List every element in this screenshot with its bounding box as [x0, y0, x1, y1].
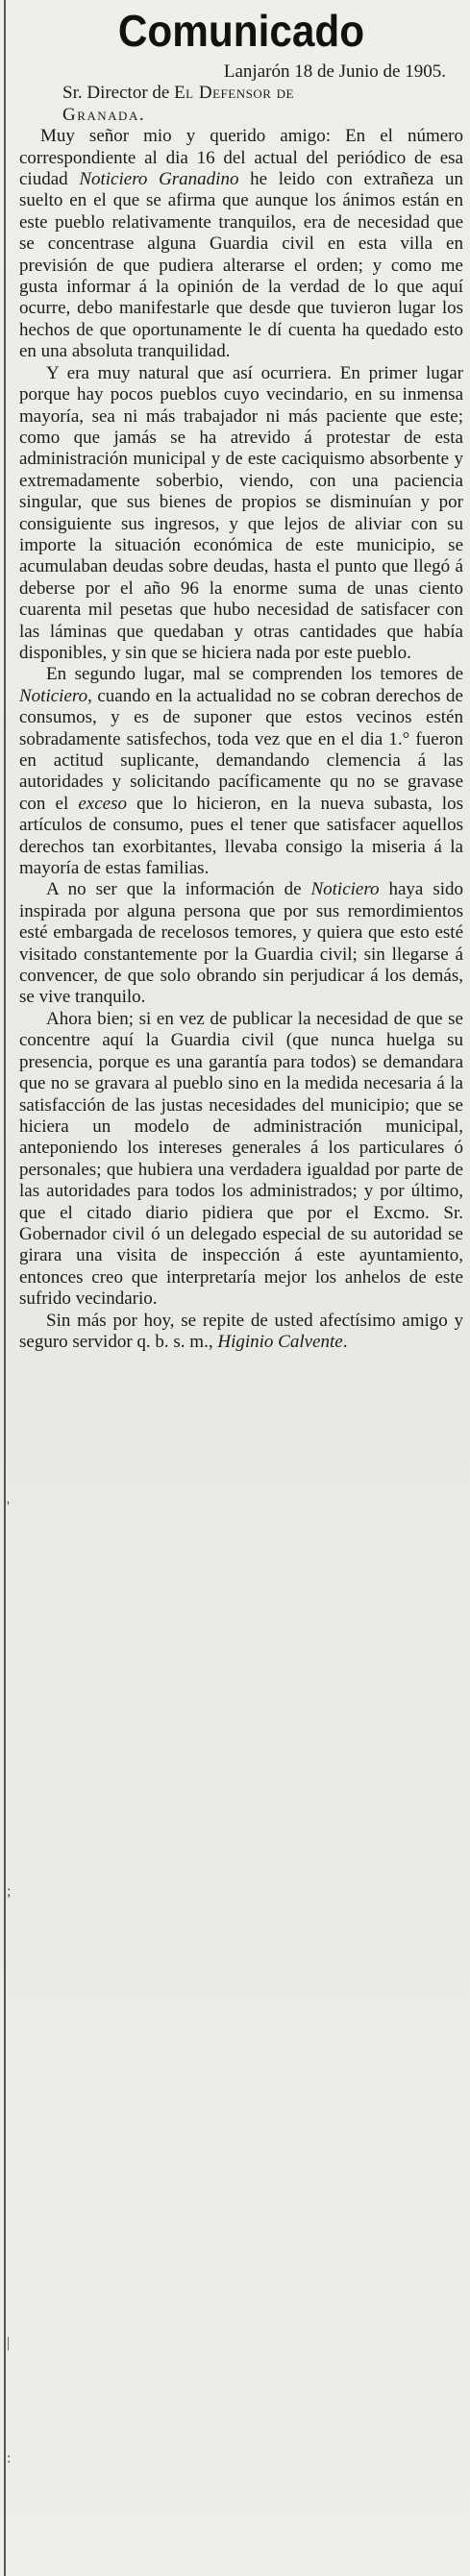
- paragraph: [19, 126, 463, 362]
- adjacent-column-fragments: [7, 0, 18, 2576]
- paragraph-text: he leido con extrañeza un suelto en el que se afirma que aunque los ánimos están en este pueblo relativamente tranquilos, era de necesidad que se concentrase alguna Guardia civil en esta villa en previsión de que pudiera alterarse el orden; y como me gusta informar á la opinión de la verdad de lo que aquí ocurre, debo manifestarle que desde que tuvieron lugar los hechos de que oportunamente le dí cuenta ha quedado esto en una absoluta tranquilidad.: [19, 169, 463, 362]
- article: [19, 6, 463, 1353]
- addressee: [19, 83, 463, 126]
- paragraph: [19, 879, 463, 1008]
- column-rule: [4, 0, 6, 2576]
- ink-fragment: |: [7, 2335, 11, 2351]
- paragraph: [19, 1311, 463, 1354]
- newspaper-name: El Defensor de: [174, 83, 294, 104]
- paragraph: [19, 1009, 463, 1311]
- ink-fragment: :: [7, 2450, 12, 2466]
- paragraph-text: Muy señor mio y querido amigo: En el número correspondiente al dia 16 del actual del periódico de esa ciudad: [19, 126, 463, 190]
- paragraph-text: .: [342, 1331, 348, 1352]
- addressee-prefix: Sr. Director de: [62, 83, 175, 104]
- addressee-place: Granada.: [62, 104, 146, 125]
- italic-text: Noticiero Granadino: [79, 169, 239, 190]
- paragraph-text: En segundo lugar, mal se comprenden los temores de: [46, 664, 463, 685]
- ink-fragment: ': [7, 1499, 10, 1515]
- paragraph-text: Ahora bien; si en vez de publicar la necesidad de que se concentre aquí la Guardia civil (que nunca huelga su presencia, porque es una garantía para todos) se demandara que no se gravara al pueblo sino en la medida necesaria á la satisfacción de las justas necesidades del municipio; que se hiciera un modelo de administración municipal, anteponiendo los intereses generales á los particulares ó personales; que hubiera una verdadera igualdad por parte de las autoridades para todos los administrados; y por último, que el citado diario pidiera que por el Excmo. Sr. Gobernador civil ó un delegado especial de su autoridad se girara una visita de inspección á este ayuntamiento, entonces creo que interpretaría mejor los anhelos de este sufrido vecindario.: [19, 1008, 463, 1310]
- paragraph-text: , cuando en la actualidad no se cobran derechos de consumos, y es de suponer que estos vecinos estén sobradamente satisfechos, toda vez que en el dia 1.° fueron en actitud suplicante, demandando clemencia á las autoridades y solicitando pacíficamente qu no se gravase con el: [19, 685, 463, 814]
- article-title: Comunicado: [117, 6, 365, 56]
- paragraph-text: haya sido inspirada por alguna persona que por sus remordimientos esté embargada de recelosos temores, y quiera que esto esté visitado constantemente por la Guardia civil; sin llegarse á convencer, de que solo obrando sin perjudicar á los demás, se vive tranquilo.: [19, 879, 463, 1008]
- italic-text: Noticiero: [19, 685, 88, 706]
- paragraph-text: Y era muy natural que así ocurriera. En primer lugar porque hay pocos pueblos cuyo vecindario, en su inmensa mayoría, sea ni más trabajador ni más paciente que este; como que jamás se ha atrevido á protestar de esta administración municipal y de este caciquismo absorbente y extremadamente soberbio, viendo, con una paciencia singular, que sus bienes de propios se disminuían y por consiguiente sus ingresos, y que lejos de aliviar con su importe la situación económica de este municipio, se acumulaban deudas sobre deudas, hasta el punto que llegó á deberse por el año 96 la enorme suma de unas ciento cuarenta mil pesetas que hubo necesidad de satisfacer con las láminas que quedaban y otras cantidades que había disponibles, y sin que se hiciera nada por este pueblo.: [19, 362, 463, 663]
- paragraph: [19, 363, 463, 665]
- ink-fragment: ;: [7, 1883, 12, 1900]
- paragraph-text: Sin más por hoy, se repite de usted afectísimo amigo y seguro servidor q. b. s. m.,: [19, 1310, 463, 1352]
- paragraph-text: A no ser que la información de: [46, 879, 311, 900]
- italic-text: Noticiero: [310, 879, 380, 900]
- article-body: [19, 126, 463, 1353]
- paragraph-text: que lo hicieron, en la nueva subasta, los artículos de consumo, pues el tener que satisfacer aquellos derechos tan exorbitantes, llevaba consigo la miseria á la mayoría de estas familias.: [19, 793, 463, 879]
- italic-text: Higinio Calvente: [217, 1331, 343, 1352]
- italic-text: exceso: [78, 793, 128, 814]
- dateline: Lanjarón 18 de Junio de 1905.: [223, 61, 446, 82]
- paragraph: [19, 664, 463, 879]
